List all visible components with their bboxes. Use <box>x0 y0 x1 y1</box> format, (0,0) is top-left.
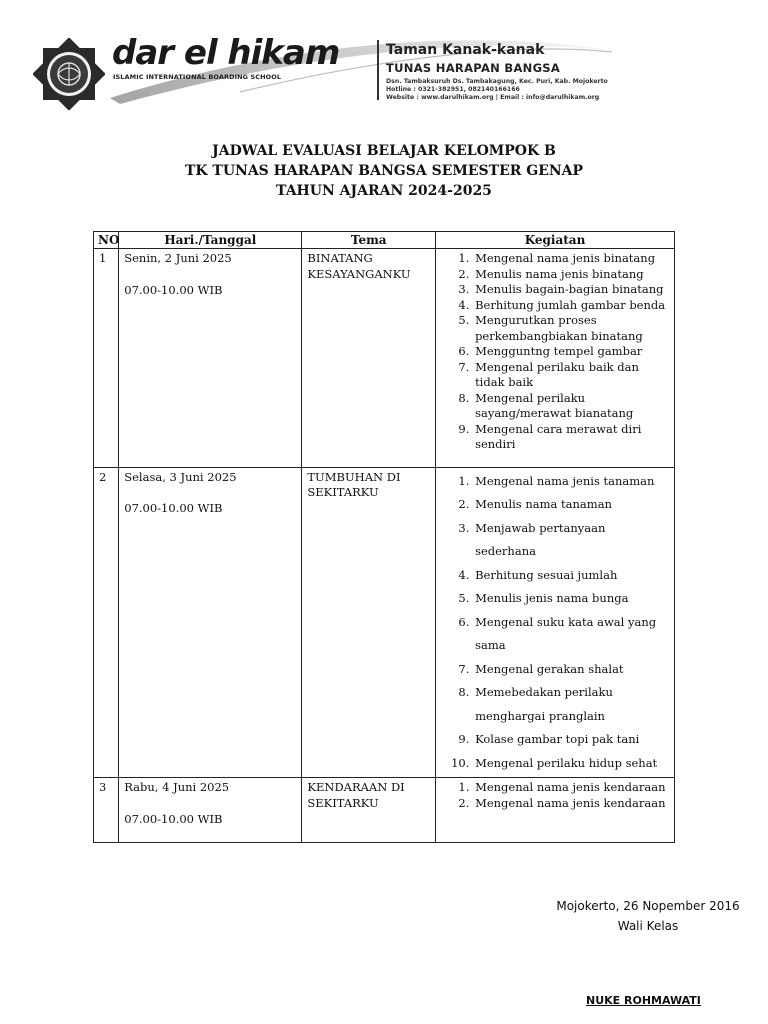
list-item: 7. Mengenal perilaku baik dan tidak baik <box>473 360 669 391</box>
row-date-cell <box>119 467 302 778</box>
brand-subtitle: ISLAMIC INTERNATIONAL BOARDING SCHOOL <box>113 73 282 81</box>
list-item: 8. Memebedakan perilaku menghargai pranglain <box>473 681 669 728</box>
brand-name: dar el hikam <box>112 33 340 73</box>
school-type: Taman Kanak-kanak <box>386 42 545 58</box>
list-item: 1. Mengenal nama jenis tanaman <box>473 470 669 494</box>
list-item: 6. Mengenal suku kata awal yang sama <box>473 611 669 658</box>
list-item: 3. Menjawab pertanyaan sederhana <box>473 517 669 564</box>
row-no: 2 <box>94 467 119 778</box>
list-item: 5. Menulis jenis nama bunga <box>473 587 669 611</box>
table-row <box>94 249 675 468</box>
row-date: Selasa, 3 Juni 2025 <box>124 469 237 484</box>
title-line-3: TAHUN AJARAN 2024-2025 <box>276 183 492 199</box>
list-item: 5. Mengurutkan proses perkembangbiakan binatang <box>473 313 669 344</box>
activity-list <box>441 251 669 453</box>
row-theme: BINATANG KESAYANGANKU <box>302 249 436 468</box>
signature-place-date: Mojokerto, 26 Nopember 2016 <box>556 899 740 913</box>
list-item: 7. Mengenal gerakan shalat <box>473 658 669 682</box>
list-item: 3. Menulis bagain-bagian binatang <box>473 282 669 298</box>
list-item: 1. Mengenal nama jenis binatang <box>473 251 669 267</box>
school-emblem-icon <box>33 38 105 110</box>
title-line-1: JADWAL EVALUASI BELAJAR KELOMPOK B <box>212 143 556 159</box>
row-theme: TUMBUHAN DI SEKITARKU <box>302 467 436 778</box>
row-time: 07.00-10.00 WIB <box>124 282 223 297</box>
list-item: 8. Mengenal perilaku sayang/merawat bianatang <box>473 391 669 422</box>
list-item: 9. Kolase gambar topi pak tani <box>473 728 669 752</box>
signer-name: NUKE ROHMAWATI <box>586 994 701 1007</box>
row-time: 07.00-10.00 WIB <box>124 811 223 826</box>
school-name: TUNAS HARAPAN BANGSA <box>386 61 561 75</box>
list-item: 1. Mengenal nama jenis kendaraan <box>473 780 669 796</box>
school-address: Dsn. Tambaksuruh Ds. Tambakagung, Kec. Puri, Kab. Mojokerto <box>386 78 608 85</box>
header-no: NO <box>94 232 119 249</box>
table-row <box>94 778 675 843</box>
row-date-cell <box>119 249 302 468</box>
signature-block <box>548 896 748 944</box>
table-header-row <box>94 232 675 249</box>
school-hotline: Hotline : 0321-382951, 082140166166 <box>386 86 520 93</box>
activity-list <box>441 780 669 811</box>
row-activities-cell <box>436 467 675 778</box>
title-line-2: TK TUNAS HARAPAN BANGSA SEMESTER GENAP <box>184 163 584 179</box>
list-item: 6. Mengguntng tempel gambar <box>473 344 669 360</box>
list-item: 10. Mengenal perilaku hidup sehat <box>473 752 669 776</box>
list-item: 4. Berhitung sesuai jumlah <box>473 564 669 588</box>
list-item: 9. Mengenal cara merawat diri sendiri <box>473 422 669 453</box>
row-date-cell <box>119 778 302 843</box>
row-date: Senin, 2 Juni 2025 <box>124 251 232 265</box>
row-theme: KENDARAAN DI SEKITARKU <box>302 778 436 843</box>
list-item: 2. Mengenal nama jenis kendaraan <box>473 796 669 812</box>
letterhead-divider <box>377 40 379 100</box>
header-activities: Kegiatan <box>436 232 675 249</box>
list-item: 4. Berhitung jumlah gambar benda <box>473 298 669 314</box>
row-date: Rabu, 4 Juni 2025 <box>124 780 230 794</box>
schedule-table <box>93 231 675 843</box>
letterhead <box>0 0 768 120</box>
row-activities-cell <box>436 249 675 468</box>
row-no: 1 <box>94 249 119 468</box>
signature-role: Wali Kelas <box>617 919 679 933</box>
row-no: 3 <box>94 778 119 843</box>
row-activities-cell <box>436 778 675 843</box>
activity-list <box>441 470 669 776</box>
header-theme: Tema <box>302 232 436 249</box>
header-date: Hari./Tanggal <box>119 232 302 249</box>
row-time: 07.00-10.00 WIB <box>124 501 223 515</box>
table-row <box>94 467 675 778</box>
school-website: Website : www.darulhikam.org | Email : info@darulhikam.org <box>386 94 600 101</box>
list-item: 2. Menulis nama jenis binatang <box>473 267 669 283</box>
list-item: 2. Menulis nama tanaman <box>473 493 669 517</box>
document-title <box>0 141 768 201</box>
